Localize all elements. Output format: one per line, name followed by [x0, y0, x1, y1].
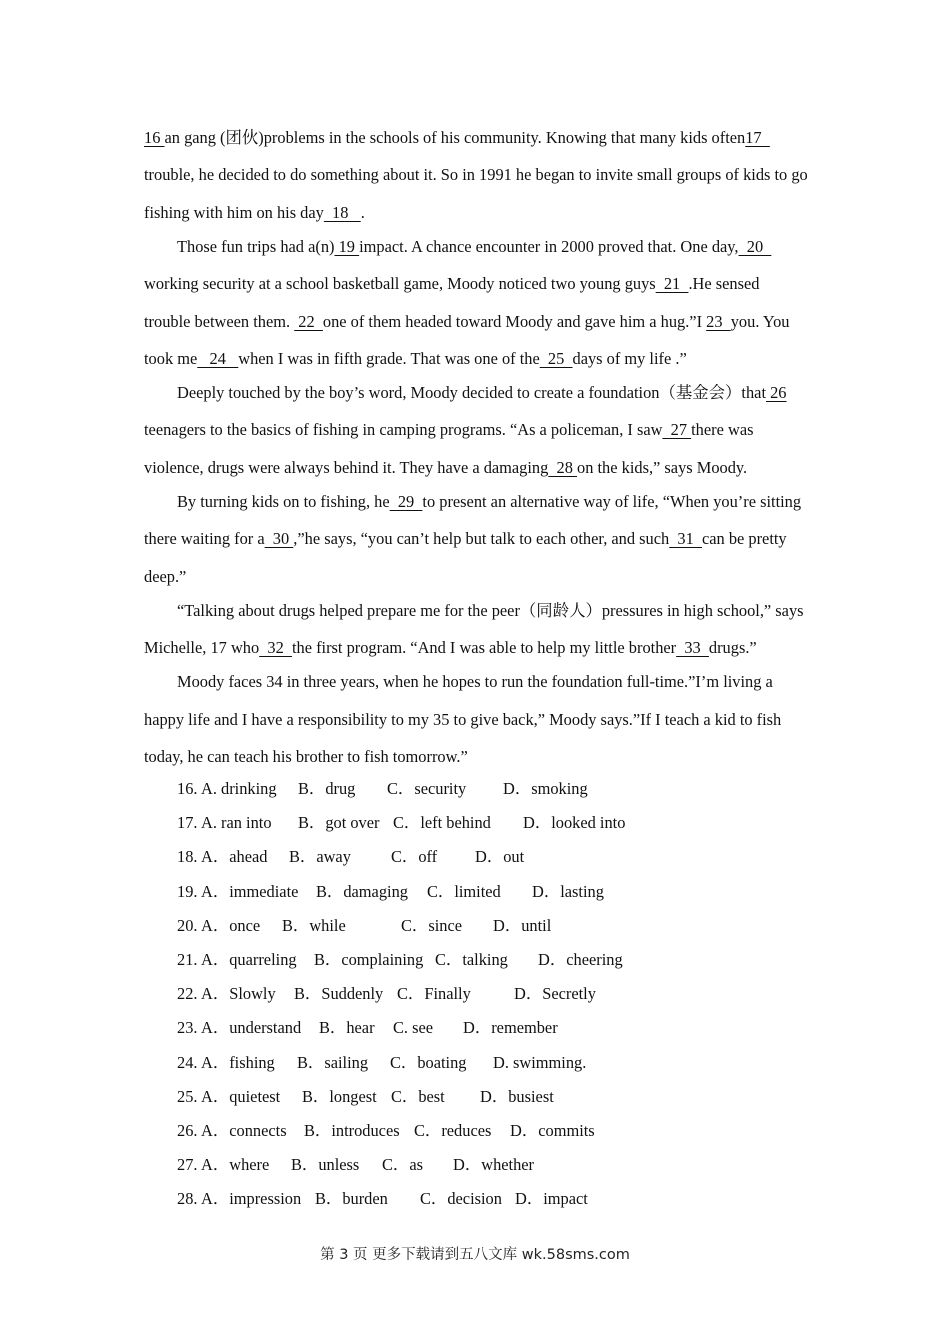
- paragraph-text: an gang (团伙)problems in the schools of his community. Knowing that many kids often: [164, 128, 746, 147]
- paragraph-text: teenagers to the basics of fishing in camping programs. “As a policeman, I saw: [144, 420, 663, 440]
- option-c: C．off: [391, 847, 438, 867]
- paragraph-text: impact. A chance encounter in 2000 proved that. One day,: [359, 236, 739, 256]
- option-a: A．ahead: [201, 847, 268, 867]
- blank-18: 18: [323, 202, 361, 222]
- paragraph-text: By turning kids on to fishing, he: [177, 491, 390, 511]
- option-b: B．while: [282, 915, 346, 935]
- blank-25: 25: [539, 349, 573, 369]
- option-row: [177, 1011, 797, 1045]
- blank-31: 31: [669, 529, 702, 549]
- option-c: C．decision: [420, 1189, 502, 1209]
- option-d: D．remember: [463, 1018, 558, 1038]
- option-row: [177, 1182, 797, 1216]
- option-d: D．commits: [510, 1120, 595, 1140]
- question-number: 16.: [177, 779, 198, 798]
- paragraph-text: when I was in fifth grade. That was one of the: [238, 349, 540, 369]
- paragraph-text: “Talking about drugs helped prepare me for the peer（同龄人）pressures in high school,” says Michelle, 17 who: [144, 600, 804, 658]
- option-c: C．Finally: [397, 984, 471, 1004]
- paragraph-5: [144, 592, 808, 667]
- option-row: [177, 875, 797, 909]
- answer-options: [177, 772, 797, 1216]
- blank-17: 17: [745, 128, 770, 147]
- option-b: B．drug: [298, 779, 356, 798]
- paragraph-text: to present an alternative way of life, “When you’re sitting there waiting for a: [144, 491, 802, 549]
- blank-21: 21: [655, 274, 689, 294]
- blank-23: 23: [706, 311, 731, 331]
- option-c: C．since: [401, 915, 463, 935]
- option-b: B．damaging: [316, 881, 408, 901]
- option-a: A．quietest: [201, 1086, 281, 1106]
- paragraph-text: drugs.”: [708, 638, 757, 658]
- option-d: D．looked into: [523, 813, 626, 833]
- option-row: [177, 1046, 797, 1080]
- paragraph-text: Those fun trips had a(n): [177, 236, 335, 256]
- blank-26: 26: [766, 383, 787, 403]
- option-d: D．cheering: [538, 949, 623, 969]
- option-row: [177, 1148, 797, 1182]
- paragraph-text: days of my life .”: [572, 349, 687, 369]
- paragraph-text: .He sensed trouble between them.: [144, 274, 760, 331]
- question-number: 21.: [177, 949, 198, 969]
- option-b: B．hear: [319, 1018, 375, 1038]
- option-a: A．fishing: [201, 1052, 275, 1072]
- option-c: C. see: [393, 1018, 434, 1038]
- option-a: A．impression: [201, 1189, 302, 1209]
- question-number: 28.: [177, 1189, 198, 1209]
- question-number: 25.: [177, 1086, 198, 1106]
- paragraph-text: one of them headed toward Moody and gave him a hug.”I: [322, 311, 707, 331]
- blank-33: 33: [676, 638, 709, 658]
- paragraph-text: the first program. “And I was able to help my little brother: [291, 638, 677, 658]
- question-number: 17.: [177, 813, 198, 833]
- option-row: [177, 909, 797, 943]
- paragraph-6: [144, 663, 808, 775]
- option-c: C．boating: [390, 1052, 467, 1072]
- option-a: A．once: [201, 915, 261, 935]
- paragraph-text: you. You took me: [144, 311, 790, 369]
- option-a: A．quarreling: [201, 949, 297, 969]
- option-row: [177, 1080, 797, 1114]
- paragraph-2: [144, 228, 808, 378]
- option-b: B．Suddenly: [294, 984, 384, 1004]
- option-row: [177, 1114, 797, 1148]
- option-a: A．Slowly: [201, 984, 276, 1004]
- question-number: 20.: [177, 915, 198, 935]
- option-row: [177, 943, 797, 977]
- blank-20: 20: [738, 236, 772, 256]
- paragraph-text: on the kids,” says Moody.: [577, 457, 748, 477]
- option-row: [177, 977, 797, 1011]
- blank-29: 29: [389, 491, 423, 511]
- paragraph-text: there was violence, drugs were always behind it. They have a damaging: [144, 420, 754, 477]
- blank-19: 19: [334, 236, 360, 256]
- question-number: 24.: [177, 1052, 198, 1072]
- blank-16: 16: [144, 128, 165, 147]
- option-b: B．complaining: [314, 949, 424, 969]
- option-d: D．lasting: [532, 881, 604, 901]
- question-number: 22.: [177, 984, 198, 1004]
- option-c: C．security: [387, 779, 467, 798]
- blank-28: 28: [548, 457, 578, 477]
- option-b: B．sailing: [297, 1052, 369, 1072]
- option-d: D．whether: [453, 1155, 535, 1175]
- paragraph-4: [144, 483, 808, 595]
- option-row: [177, 772, 797, 806]
- option-a: A．connects: [201, 1120, 287, 1140]
- question-number: 26.: [177, 1120, 198, 1140]
- option-c: C．best: [391, 1086, 445, 1106]
- question-number: 27.: [177, 1155, 198, 1175]
- option-d: D．busiest: [480, 1086, 554, 1106]
- option-b: B．introduces: [304, 1120, 400, 1140]
- option-d: D．out: [475, 847, 525, 867]
- paragraph-text: ,”he says, “you can’t help but talk to each other, and such: [293, 529, 670, 549]
- paragraph-text: Moody faces 34 in three years, when he hopes to run the foundation full-time.”I’m living a happy life and I have a responsibility to my 35 to give back,” Moody says.”If I teach a kid to fish today, he can teach his brother to fish tomorrow.”: [144, 672, 782, 766]
- option-b: B．burden: [315, 1189, 388, 1209]
- option-a: A. drinking: [201, 779, 277, 798]
- option-b: B．away: [289, 847, 351, 867]
- option-d: D. swimming.: [493, 1052, 587, 1072]
- option-row: [177, 840, 797, 874]
- paragraph-text: working security at a school basketball game, Moody noticed two young guys: [144, 274, 656, 294]
- question-number: 18.: [177, 847, 198, 867]
- option-c: C．left behind: [393, 813, 491, 833]
- option-a: A. ran into: [201, 813, 272, 833]
- question-number: 23.: [177, 1018, 198, 1038]
- option-a: A．where: [201, 1155, 270, 1175]
- option-b: B．got over: [298, 813, 380, 833]
- option-c: C．reduces: [414, 1120, 492, 1140]
- blank-32: 32: [259, 638, 292, 658]
- paragraph-text: Deeply touched by the boy’s word, Moody decided to create a foundation（基金会）that: [177, 383, 767, 403]
- blank-30: 30: [264, 529, 294, 549]
- blank-24: 24: [197, 349, 239, 369]
- option-a: A．immediate: [201, 881, 299, 901]
- option-d: D．impact: [515, 1189, 588, 1209]
- question-number: 19.: [177, 881, 198, 901]
- cloze-passage: [144, 119, 808, 772]
- option-c: C．limited: [427, 881, 501, 901]
- paragraph-text: .: [360, 202, 365, 222]
- option-c: C．as: [382, 1155, 423, 1175]
- option-d: D．smoking: [503, 779, 588, 798]
- blank-22: 22: [294, 311, 323, 331]
- paragraph-text: trouble, he decided to do something about it. So in 1991 he began to invite small groups of kids to go fishing with him on his day: [144, 165, 808, 222]
- option-b: B．longest: [302, 1086, 377, 1106]
- blank-27: 27: [662, 420, 692, 440]
- option-a: A．understand: [201, 1018, 302, 1038]
- paragraph-1: [144, 119, 808, 231]
- page-footer: 第 3 页 更多下载请到五八文库 wk.58sms.com: [320, 1247, 630, 1263]
- option-c: C．talking: [435, 949, 508, 969]
- option-d: D．Secretly: [514, 984, 596, 1004]
- option-row: [177, 806, 797, 840]
- paragraph-text: can be pretty deep.”: [144, 529, 787, 586]
- option-d: D．until: [493, 915, 552, 935]
- option-b: B．unless: [291, 1155, 360, 1175]
- paragraph-3: [144, 374, 808, 486]
